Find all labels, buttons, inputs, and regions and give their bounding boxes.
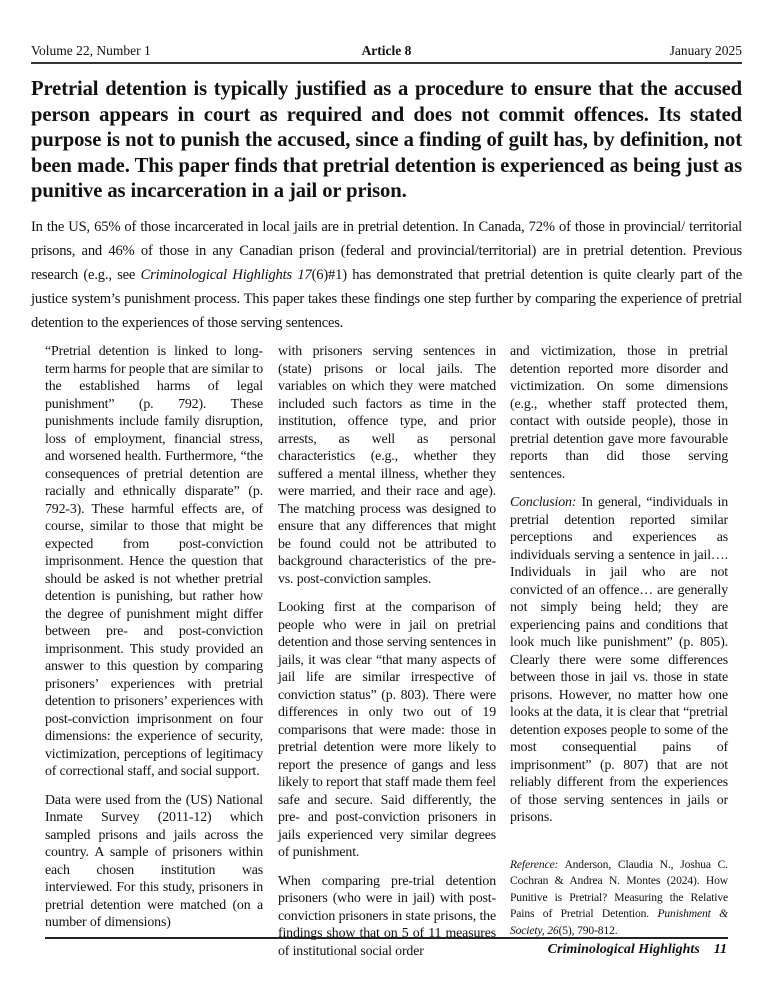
body-paragraph-2-continued: with prisoners serving sentences in (state) prisons or local jails. The variables on which they were matched included such factors as time in the institution, offence type, and prior arrests, as well as personal characteristics (e.g., whether they suffered a mental illness, whether they were married, and their race and age). The matching process was designed to ensure that any differences that might be found could not be attributed to background characteristics of the pre- vs. post-conviction samples. [278, 344, 496, 587]
conclusion-text: In general, “individuals in pretrial detention reported similar perceptions and experiences as individuals serving a sentence in jail…. Individuals in jail who are not convicted of an offence… are generally not simply being held; they are experiencing pains and conditions that look much like punishment” (p. 805). Clearly there were some differences between those in jail vs. those in state prisons. However, no matter how one looks at the data, it is clear that “pretrial detention exposes people to some of the most consequential pains of imprisonment” (p. 807) that are not reliably different from the experiences of those serving sentences in jails or prisons. [510, 495, 728, 825]
reference-text: Anderson, Claudia N., Joshua C. Cochran & Andrea N. Montes (2024). How Punitive is Pretrial? Measuring the Relative Pains of Pretrial Detention. [510, 857, 728, 920]
reference-journal: Punishment & Society, 26 [510, 907, 728, 937]
issue-date: January 2025 [669, 43, 742, 58]
intro-citation-journal: Criminological Highlights 17 [140, 267, 312, 283]
page-footer [548, 941, 727, 959]
article-number: Article 8 [361, 43, 412, 58]
reference-pages: (5), 790-812. [558, 923, 618, 937]
body-paragraph-1: “Pretrial detention is linked to long-term harms for people that are similar to the established harms of legal punishment” (p. 792). These punishments include family disruption, loss of employment, financial stress, and worsened health. Furthermore, “the consequences of pretrial detention are racially and ethnically disparate” (p. 792-3). These harmful effects are, of course, similar to those that might be expected from post-conviction imprisonment. Hence the question that should be asked is not whether pretrial detention is punishing, but rather how the degree of punishment might differ between pre- and post-conviction imprisonment. This study provided an answer to this question by comparing prisoners’ experiences with pretrial detention to prisoners’ experiences with post-conviction imprisonment on four dimensions: the experience of security, victimization, perceptions of legitimacy of correctional staff, and social support. [45, 344, 263, 779]
body-paragraph-4: When comparing pre-trial detention prisoners (who were in jail) with post-conviction prisoners in state prisons, the findings show that on 5 of 11 measures of institutional social order [278, 873, 496, 959]
intro-text-1: In the US, 65% of those incarcerated in local jails are in pretrial detention. In Canada, 72% of those in provincial/ territorial prisons, and 46% of those in any Canadian prison (federal and provincial/territorial) are in pretrial detention. Previous research (e.g., see [31, 219, 742, 283]
body-paragraph-3: Looking first at the comparison of people who were in jail on pretrial detention and those serving sentences in jails, it was clear “that many aspects of jail life are similar irrespective of conviction status” (p. 803). There were differences in only two out of 19 comparisons that were made: those in pretrial detention were more likely to report the presence of gangs and less likely to report that staff made them feel safe and secure. Said differently, the pre- and post-conviction prisoners in jails experienced very similar degrees of punishment. [278, 600, 496, 860]
running-header [31, 43, 742, 64]
column-2 [278, 343, 496, 971]
intro-citation-issue: (6)#1) [311, 267, 347, 283]
page-number: 11 [713, 942, 727, 957]
conclusion-label: Conclusion: [510, 495, 577, 510]
lead-summary: Pretrial detention is typically justified as a procedure to ensure that the accused person appears in court as required and does not commit offences. Its stated purpose is not to punish the accused, since a finding of guilt has, by definition, not been made. This paper finds that pretrial detention is experienced as being just as punitive as incarceration in a jail or prison. [31, 78, 742, 202]
reference-citation [510, 857, 728, 940]
conclusion-paragraph [510, 494, 728, 827]
intro-text-2: has demonstrated that pretrial detention is quite clearly part of the justice system’s punishment process. This paper takes these findings one step further by comparing the experience of pretrial detention to the experiences of those serving sentences. [31, 267, 743, 331]
footer-journal-name: Criminological Highlights [547, 942, 700, 957]
footer-rule [45, 937, 728, 939]
body-paragraph-4-continued: and victimization, those in pretrial detention reported more disorder and victimization. On some dimensions (e.g., whether staff protected them, contact with outside people), those in pretrial detention gave more favourable reports than did those serving sentences. [510, 344, 728, 482]
intro-paragraph [31, 215, 742, 335]
column-1 [45, 343, 263, 943]
reference-label: Reference: [510, 857, 559, 871]
body-paragraph-2: Data were used from the (US) National Inmate Survey (2011-12) which sampled prisons and jails across the country. A sample of prisoners within each chosen institution was interviewed. For this study, prisoners in pretrial detention were matched (on a number of dimensions) [45, 792, 263, 930]
volume-number: Volume 22, Number 1 [31, 43, 151, 58]
column-3 [510, 343, 728, 950]
